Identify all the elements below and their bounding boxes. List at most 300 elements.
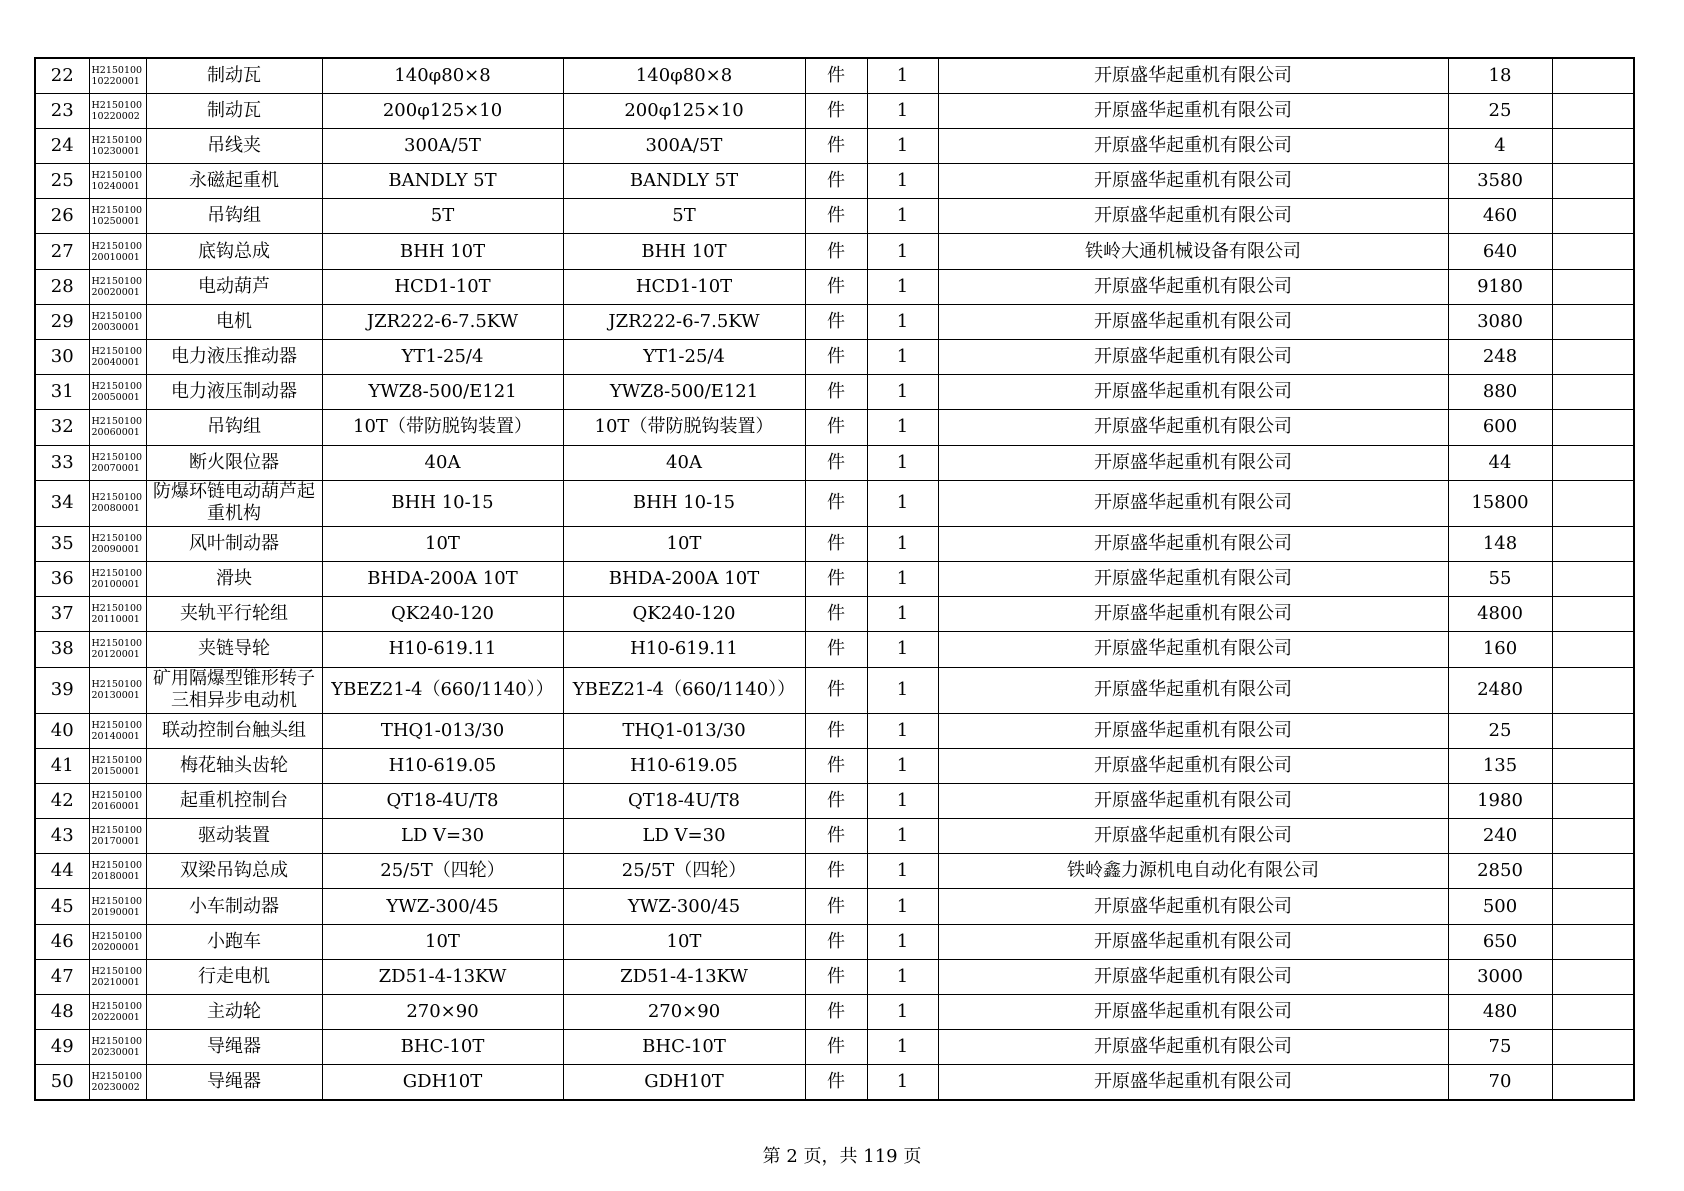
item-code-cell: H2150100 20130001 — [89, 667, 146, 713]
model-cell: BHH 10T — [563, 234, 805, 269]
unit-cell: 件 — [805, 783, 867, 818]
item-name-cell: 导绳器 — [146, 1030, 322, 1065]
item-name-cell: 驱动装置 — [146, 819, 322, 854]
remark-cell — [1552, 889, 1634, 924]
row-number-cell: 40 — [35, 713, 89, 748]
spec-cell: YT1-25/4 — [322, 340, 563, 375]
table-row — [35, 783, 1634, 818]
item-name-cell: 电动葫芦 — [146, 269, 322, 304]
item-name-cell: 夹链导轮 — [146, 632, 322, 667]
price-cell: 4800 — [1448, 597, 1552, 632]
unit-cell: 件 — [805, 164, 867, 199]
item-code-cell: H2150100 20220001 — [89, 995, 146, 1030]
model-cell: GDH10T — [563, 1065, 805, 1100]
row-number-cell: 31 — [35, 375, 89, 410]
supplier-cell: 开原盛华起重机有限公司 — [938, 667, 1448, 713]
price-cell: 460 — [1448, 199, 1552, 234]
quantity-cell: 1 — [867, 269, 938, 304]
row-number-cell: 46 — [35, 924, 89, 959]
quantity-cell: 1 — [867, 995, 938, 1030]
row-number-cell: 26 — [35, 199, 89, 234]
remark-cell — [1552, 480, 1634, 526]
spec-cell: 25/5T（四轮） — [322, 854, 563, 889]
price-cell: 44 — [1448, 445, 1552, 480]
quantity-cell: 1 — [867, 783, 938, 818]
row-number-cell: 35 — [35, 526, 89, 561]
unit-cell: 件 — [805, 995, 867, 1030]
remark-cell — [1552, 128, 1634, 163]
item-code-cell: H2150100 20200001 — [89, 924, 146, 959]
item-code-cell: H2150100 20070001 — [89, 445, 146, 480]
unit-cell: 件 — [805, 854, 867, 889]
spec-cell: YWZ-300/45 — [322, 889, 563, 924]
item-code-cell: H2150100 10250001 — [89, 199, 146, 234]
table-row — [35, 748, 1634, 783]
remark-cell — [1552, 1030, 1634, 1065]
model-cell: YWZ-300/45 — [563, 889, 805, 924]
price-cell: 2480 — [1448, 667, 1552, 713]
price-cell: 248 — [1448, 340, 1552, 375]
row-number-cell: 30 — [35, 340, 89, 375]
item-name-cell: 夹轨平行轮组 — [146, 597, 322, 632]
item-name-cell: 梅花轴头齿轮 — [146, 748, 322, 783]
row-number-cell: 48 — [35, 995, 89, 1030]
spec-cell: 270×90 — [322, 995, 563, 1030]
parts-table — [34, 57, 1635, 1101]
price-cell: 1980 — [1448, 783, 1552, 818]
unit-cell: 件 — [805, 445, 867, 480]
table-row — [35, 597, 1634, 632]
row-number-cell: 23 — [35, 93, 89, 128]
row-number-cell: 22 — [35, 58, 89, 93]
item-code-cell: H2150100 20150001 — [89, 748, 146, 783]
remark-cell — [1552, 854, 1634, 889]
table-row — [35, 889, 1634, 924]
quantity-cell: 1 — [867, 1065, 938, 1100]
price-cell: 600 — [1448, 410, 1552, 445]
price-cell: 15800 — [1448, 480, 1552, 526]
quantity-cell: 1 — [867, 58, 938, 93]
model-cell: JZR222-6-7.5KW — [563, 304, 805, 339]
item-name-cell: 矿用隔爆型锥形转子三相异步电动机 — [146, 667, 322, 713]
unit-cell: 件 — [805, 1030, 867, 1065]
model-cell: H10-619.11 — [563, 632, 805, 667]
item-code-cell: H2150100 20180001 — [89, 854, 146, 889]
row-number-cell: 34 — [35, 480, 89, 526]
unit-cell: 件 — [805, 561, 867, 596]
remark-cell — [1552, 340, 1634, 375]
model-cell: BANDLY 5T — [563, 164, 805, 199]
quantity-cell: 1 — [867, 375, 938, 410]
unit-cell: 件 — [805, 819, 867, 854]
item-name-cell: 电力液压制动器 — [146, 375, 322, 410]
quantity-cell: 1 — [867, 924, 938, 959]
spec-cell: 5T — [322, 199, 563, 234]
price-cell: 4 — [1448, 128, 1552, 163]
table-row — [35, 632, 1634, 667]
supplier-cell: 开原盛华起重机有限公司 — [938, 269, 1448, 304]
quantity-cell: 1 — [867, 959, 938, 994]
spec-cell: GDH10T — [322, 1065, 563, 1100]
table-row — [35, 819, 1634, 854]
remark-cell — [1552, 783, 1634, 818]
row-number-cell: 37 — [35, 597, 89, 632]
row-number-cell: 43 — [35, 819, 89, 854]
price-cell: 500 — [1448, 889, 1552, 924]
remark-cell — [1552, 597, 1634, 632]
row-number-cell: 32 — [35, 410, 89, 445]
item-code-cell: H2150100 20170001 — [89, 819, 146, 854]
supplier-cell: 开原盛华起重机有限公司 — [938, 128, 1448, 163]
supplier-cell: 开原盛华起重机有限公司 — [938, 819, 1448, 854]
remark-cell — [1552, 58, 1634, 93]
spec-cell: 140φ80×8 — [322, 58, 563, 93]
quantity-cell: 1 — [867, 128, 938, 163]
row-number-cell: 38 — [35, 632, 89, 667]
spec-cell: 40A — [322, 445, 563, 480]
table-row — [35, 561, 1634, 596]
spec-cell: JZR222-6-7.5KW — [322, 304, 563, 339]
remark-cell — [1552, 924, 1634, 959]
price-cell: 650 — [1448, 924, 1552, 959]
item-code-cell: H2150100 20140001 — [89, 713, 146, 748]
price-cell: 240 — [1448, 819, 1552, 854]
spec-cell: BHH 10T — [322, 234, 563, 269]
spec-cell: YWZ8-500/E121 — [322, 375, 563, 410]
table-row — [35, 234, 1634, 269]
spec-cell: 10T — [322, 924, 563, 959]
model-cell: H10-619.05 — [563, 748, 805, 783]
quantity-cell: 1 — [867, 632, 938, 667]
item-code-cell: H2150100 20060001 — [89, 410, 146, 445]
model-cell: 10T — [563, 924, 805, 959]
item-code-cell: H2150100 20010001 — [89, 234, 146, 269]
spec-cell: THQ1-013/30 — [322, 713, 563, 748]
spec-cell: 300A/5T — [322, 128, 563, 163]
item-name-cell: 制动瓦 — [146, 93, 322, 128]
unit-cell: 件 — [805, 597, 867, 632]
supplier-cell: 开原盛华起重机有限公司 — [938, 375, 1448, 410]
model-cell: 300A/5T — [563, 128, 805, 163]
row-number-cell: 29 — [35, 304, 89, 339]
spec-cell: 10T（带防脱钩装置） — [322, 410, 563, 445]
spec-cell: BHC-10T — [322, 1030, 563, 1065]
supplier-cell: 开原盛华起重机有限公司 — [938, 924, 1448, 959]
item-name-cell: 联动控制台触头组 — [146, 713, 322, 748]
price-cell: 3000 — [1448, 959, 1552, 994]
row-number-cell: 42 — [35, 783, 89, 818]
item-name-cell: 主动轮 — [146, 995, 322, 1030]
model-cell: YBEZ21-4（660/1140）） — [563, 667, 805, 713]
table-row — [35, 269, 1634, 304]
price-cell: 3080 — [1448, 304, 1552, 339]
price-cell: 55 — [1448, 561, 1552, 596]
price-cell: 480 — [1448, 995, 1552, 1030]
supplier-cell: 开原盛华起重机有限公司 — [938, 164, 1448, 199]
item-code-cell: H2150100 10240001 — [89, 164, 146, 199]
table-row — [35, 128, 1634, 163]
model-cell: THQ1-013/30 — [563, 713, 805, 748]
item-code-cell: H2150100 20100001 — [89, 561, 146, 596]
item-code-cell: H2150100 20020001 — [89, 269, 146, 304]
item-name-cell: 吊钩组 — [146, 410, 322, 445]
model-cell: BHDA-200A 10T — [563, 561, 805, 596]
table-row — [35, 1030, 1634, 1065]
table-row — [35, 480, 1634, 526]
page-number-footer: 第 2 页，共 119 页 — [762, 1146, 922, 1167]
spec-cell: QT18-4U/T8 — [322, 783, 563, 818]
model-cell: 270×90 — [563, 995, 805, 1030]
model-cell: 10T — [563, 526, 805, 561]
spec-cell: 200φ125×10 — [322, 93, 563, 128]
row-number-cell: 50 — [35, 1065, 89, 1100]
supplier-cell: 开原盛华起重机有限公司 — [938, 445, 1448, 480]
item-name-cell: 风叶制动器 — [146, 526, 322, 561]
item-code-cell: H2150100 20160001 — [89, 783, 146, 818]
table-row — [35, 164, 1634, 199]
model-cell: 5T — [563, 199, 805, 234]
unit-cell: 件 — [805, 480, 867, 526]
row-number-cell: 24 — [35, 128, 89, 163]
spec-cell: H10-619.05 — [322, 748, 563, 783]
quantity-cell: 1 — [867, 445, 938, 480]
table-row — [35, 667, 1634, 713]
remark-cell — [1552, 713, 1634, 748]
row-number-cell: 39 — [35, 667, 89, 713]
supplier-cell: 开原盛华起重机有限公司 — [938, 561, 1448, 596]
item-code-cell: H2150100 20210001 — [89, 959, 146, 994]
quantity-cell: 1 — [867, 199, 938, 234]
quantity-cell: 1 — [867, 526, 938, 561]
item-name-cell: 制动瓦 — [146, 58, 322, 93]
supplier-cell: 开原盛华起重机有限公司 — [938, 58, 1448, 93]
item-name-cell: 断火限位器 — [146, 445, 322, 480]
supplier-cell: 开原盛华起重机有限公司 — [938, 480, 1448, 526]
remark-cell — [1552, 164, 1634, 199]
supplier-cell: 开原盛华起重机有限公司 — [938, 713, 1448, 748]
model-cell: YT1-25/4 — [563, 340, 805, 375]
spec-cell: BANDLY 5T — [322, 164, 563, 199]
price-cell: 160 — [1448, 632, 1552, 667]
unit-cell: 件 — [805, 128, 867, 163]
quantity-cell: 1 — [867, 480, 938, 526]
table-row — [35, 375, 1634, 410]
model-cell: HCD1-10T — [563, 269, 805, 304]
item-name-cell: 吊钩组 — [146, 199, 322, 234]
table-row — [35, 58, 1634, 93]
price-cell: 880 — [1448, 375, 1552, 410]
remark-cell — [1552, 995, 1634, 1030]
spec-cell: YBEZ21-4（660/1140）） — [322, 667, 563, 713]
supplier-cell: 开原盛华起重机有限公司 — [938, 1065, 1448, 1100]
table-row — [35, 445, 1634, 480]
item-name-cell: 防爆环链电动葫芦起重机构 — [146, 480, 322, 526]
item-name-cell: 底钩总成 — [146, 234, 322, 269]
remark-cell — [1552, 199, 1634, 234]
quantity-cell: 1 — [867, 234, 938, 269]
unit-cell: 件 — [805, 93, 867, 128]
price-cell: 640 — [1448, 234, 1552, 269]
quantity-cell: 1 — [867, 854, 938, 889]
remark-cell — [1552, 748, 1634, 783]
supplier-cell: 开原盛华起重机有限公司 — [938, 199, 1448, 234]
quantity-cell: 1 — [867, 340, 938, 375]
supplier-cell: 开原盛华起重机有限公司 — [938, 995, 1448, 1030]
table-row — [35, 304, 1634, 339]
model-cell: LD V=30 — [563, 819, 805, 854]
item-code-cell: H2150100 20090001 — [89, 526, 146, 561]
item-code-cell: H2150100 10220001 — [89, 58, 146, 93]
model-cell: 140φ80×8 — [563, 58, 805, 93]
table-row — [35, 713, 1634, 748]
unit-cell: 件 — [805, 340, 867, 375]
supplier-cell: 开原盛华起重机有限公司 — [938, 1030, 1448, 1065]
unit-cell: 件 — [805, 58, 867, 93]
remark-cell — [1552, 410, 1634, 445]
item-name-cell: 滑块 — [146, 561, 322, 596]
supplier-cell: 开原盛华起重机有限公司 — [938, 304, 1448, 339]
remark-cell — [1552, 819, 1634, 854]
item-name-cell: 电机 — [146, 304, 322, 339]
price-cell: 75 — [1448, 1030, 1552, 1065]
row-number-cell: 28 — [35, 269, 89, 304]
supplier-cell: 开原盛华起重机有限公司 — [938, 597, 1448, 632]
remark-cell — [1552, 445, 1634, 480]
spec-cell: H10-619.11 — [322, 632, 563, 667]
table-row — [35, 924, 1634, 959]
table-row — [35, 340, 1634, 375]
quantity-cell: 1 — [867, 713, 938, 748]
quantity-cell: 1 — [867, 164, 938, 199]
unit-cell: 件 — [805, 889, 867, 924]
quantity-cell: 1 — [867, 597, 938, 632]
row-number-cell: 41 — [35, 748, 89, 783]
item-name-cell: 小跑车 — [146, 924, 322, 959]
item-name-cell: 行走电机 — [146, 959, 322, 994]
row-number-cell: 27 — [35, 234, 89, 269]
supplier-cell: 开原盛华起重机有限公司 — [938, 340, 1448, 375]
table-row — [35, 959, 1634, 994]
supplier-cell: 铁岭大通机械设备有限公司 — [938, 234, 1448, 269]
row-number-cell: 44 — [35, 854, 89, 889]
unit-cell: 件 — [805, 375, 867, 410]
item-code-cell: H2150100 20120001 — [89, 632, 146, 667]
model-cell: QK240-120 — [563, 597, 805, 632]
supplier-cell: 开原盛华起重机有限公司 — [938, 526, 1448, 561]
item-name-cell: 起重机控制台 — [146, 783, 322, 818]
item-code-cell: H2150100 20030001 — [89, 304, 146, 339]
supplier-cell: 开原盛华起重机有限公司 — [938, 748, 1448, 783]
price-cell: 148 — [1448, 526, 1552, 561]
supplier-cell: 开原盛华起重机有限公司 — [938, 632, 1448, 667]
parts-table-container — [34, 57, 1633, 1101]
price-cell: 2850 — [1448, 854, 1552, 889]
item-name-cell: 小车制动器 — [146, 889, 322, 924]
remark-cell — [1552, 561, 1634, 596]
table-row — [35, 199, 1634, 234]
unit-cell: 件 — [805, 304, 867, 339]
unit-cell: 件 — [805, 632, 867, 667]
unit-cell: 件 — [805, 748, 867, 783]
remark-cell — [1552, 667, 1634, 713]
price-cell: 70 — [1448, 1065, 1552, 1100]
item-code-cell: H2150100 10220002 — [89, 93, 146, 128]
row-number-cell: 33 — [35, 445, 89, 480]
model-cell: ZD51-4-13KW — [563, 959, 805, 994]
item-code-cell: H2150100 20110001 — [89, 597, 146, 632]
price-cell: 3580 — [1448, 164, 1552, 199]
quantity-cell: 1 — [867, 561, 938, 596]
spec-cell: LD V=30 — [322, 819, 563, 854]
quantity-cell: 1 — [867, 748, 938, 783]
unit-cell: 件 — [805, 234, 867, 269]
item-code-cell: H2150100 20230001 — [89, 1030, 146, 1065]
model-cell: 25/5T（四轮） — [563, 854, 805, 889]
spec-cell: HCD1-10T — [322, 269, 563, 304]
model-cell: BHH 10-15 — [563, 480, 805, 526]
model-cell: 40A — [563, 445, 805, 480]
quantity-cell: 1 — [867, 304, 938, 339]
price-cell: 25 — [1448, 713, 1552, 748]
table-row — [35, 93, 1634, 128]
supplier-cell: 开原盛华起重机有限公司 — [938, 410, 1448, 445]
quantity-cell: 1 — [867, 1030, 938, 1065]
item-name-cell: 导绳器 — [146, 1065, 322, 1100]
quantity-cell: 1 — [867, 889, 938, 924]
model-cell: 200φ125×10 — [563, 93, 805, 128]
item-code-cell: H2150100 20050001 — [89, 375, 146, 410]
table-row — [35, 995, 1634, 1030]
unit-cell: 件 — [805, 667, 867, 713]
spec-cell: QK240-120 — [322, 597, 563, 632]
remark-cell — [1552, 526, 1634, 561]
item-code-cell: H2150100 20190001 — [89, 889, 146, 924]
table-row — [35, 1065, 1634, 1100]
remark-cell — [1552, 234, 1634, 269]
model-cell: YWZ8-500/E121 — [563, 375, 805, 410]
remark-cell — [1552, 959, 1634, 994]
spec-cell: BHDA-200A 10T — [322, 561, 563, 596]
item-code-cell: H2150100 20040001 — [89, 340, 146, 375]
row-number-cell: 36 — [35, 561, 89, 596]
price-cell: 135 — [1448, 748, 1552, 783]
remark-cell — [1552, 1065, 1634, 1100]
table-row — [35, 854, 1634, 889]
model-cell: 10T（带防脱钩装置） — [563, 410, 805, 445]
remark-cell — [1552, 375, 1634, 410]
quantity-cell: 1 — [867, 819, 938, 854]
table-row — [35, 410, 1634, 445]
model-cell: QT18-4U/T8 — [563, 783, 805, 818]
spec-cell: 10T — [322, 526, 563, 561]
quantity-cell: 1 — [867, 93, 938, 128]
remark-cell — [1552, 632, 1634, 667]
price-cell: 18 — [1448, 58, 1552, 93]
price-cell: 9180 — [1448, 269, 1552, 304]
item-code-cell: H2150100 10230001 — [89, 128, 146, 163]
item-code-cell: H2150100 20230002 — [89, 1065, 146, 1100]
supplier-cell: 开原盛华起重机有限公司 — [938, 889, 1448, 924]
spec-cell: BHH 10-15 — [322, 480, 563, 526]
remark-cell — [1552, 304, 1634, 339]
supplier-cell: 铁岭鑫力源机电自动化有限公司 — [938, 854, 1448, 889]
unit-cell: 件 — [805, 526, 867, 561]
parts-table-body — [35, 58, 1634, 1100]
row-number-cell: 49 — [35, 1030, 89, 1065]
quantity-cell: 1 — [867, 667, 938, 713]
unit-cell: 件 — [805, 199, 867, 234]
model-cell: BHC-10T — [563, 1030, 805, 1065]
